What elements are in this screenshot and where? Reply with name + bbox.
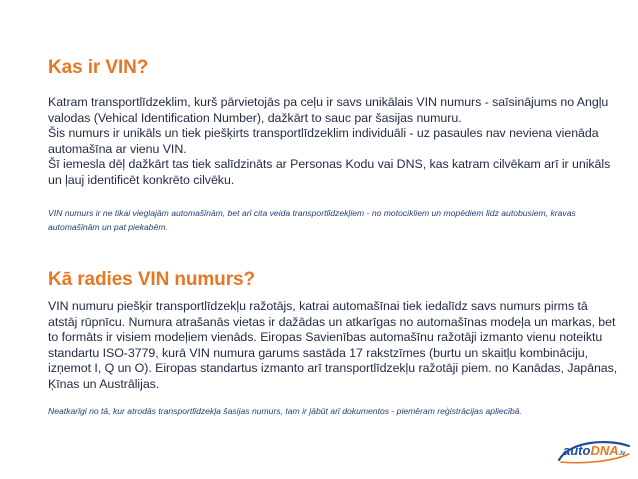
section-note-vin-vehicle-types: VIN numurs ir ne tikai vieglajām automašīnām, bet arī cita veida transportlīdzekļiem - no motocikliem un mopēdiem līdz autobusiem, kravas automašīnām un pat piekabēm. [48, 208, 576, 232]
paragraph: VIN numuru piešķir transportlīdzekļu ražotājs, katrai automašīnai tiek iedalīdz savs numurs pirms tā atstāj rūpnīcu. Numura atrašanās vietas ir dažādas un atkarīgas no automašīnas modeļa un markas, bet to formāts ir visiem modeļiem vienāds. Eiropas Savienības automašīnu ražotāji izmanto vienu noteiktu standartu ISO-3779, kurā VIN numura garums sastāda 17 rakstzīmes (burtu un skaitļu kombināciju, izņemot I, Q un O). Eiropas standartus izmanto arī transportlīdzekļu ražotāji piem. no Kanādas, Japānas, Ķīnas un Austrālijas. [48, 299, 618, 391]
paragraph: Katram transportlīdzeklim, kurš pārvietojās pa ceļu ir savs unikālais VIN numurs - saīsinājums no Angļu valodas (Vehical Identification Number), dažkārt to sauc par šasijas numuru. [48, 95, 609, 125]
logo-wordmark [563, 444, 625, 461]
autodna-logo [555, 438, 633, 466]
paragraph: Šī iemesla dēļ dažkārt tas tiek salīdzināts ar Personas Kodu vai DNS, kas katram cilvēkam arī ir unikāls un ļauj identificēt konkrēto cilvēku. [48, 157, 611, 187]
section-body-vin-origin [48, 299, 620, 393]
logo-text-dna: DNA [590, 443, 619, 458]
logo-text-auto: auto [563, 443, 591, 458]
section-note-registration-document: Neatkarīgi no tā, kur atrodās transportlīdzekļa šasijas numurs, tam ir jābūt arī dokumentos - piemēram reģistrācijas apliecībā. [48, 406, 522, 416]
paragraph: Šis numurs ir unikāls un tiek piešķirts transportlīdzeklim individuāli - uz pasaules nav neviena vienāda automašīna ar vienu VIN. [48, 126, 599, 156]
section-heading-what-is-vin: Kas ir VIN? [48, 57, 149, 78]
section-heading-vin-origin: Kā radies VIN numurs? [48, 269, 255, 290]
logo-text-suffix: .lv [618, 451, 626, 457]
section-body-what-is-vin [48, 95, 620, 189]
